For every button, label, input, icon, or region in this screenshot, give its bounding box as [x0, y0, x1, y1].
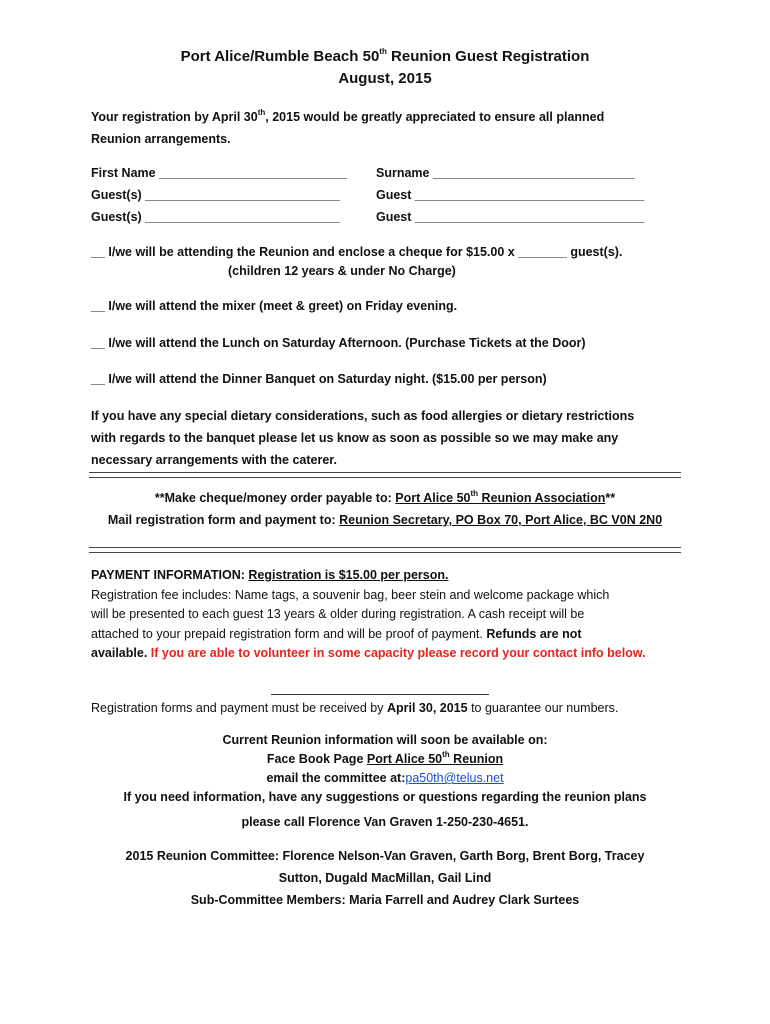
section-divider-top — [89, 472, 681, 478]
email-link[interactable]: pa50th@telus.net — [405, 771, 504, 785]
page-title: Port Alice/Rumble Beach 50th Reunion Guest Registration August, 2015 — [0, 46, 770, 90]
help-contact: please call Florence Van Graven 1-250-230-4651. — [241, 815, 529, 829]
facebook-page-link[interactable]: Port Alice 50th Reunion — [366, 749, 504, 766]
reunion-info: Current Reunion information will soon be available on: Face Book Page Port Alice 50th Reunion email the committee at:pa50th@telus.net If you need information, have any suggestions or questions regarding the reunion plans — [123, 733, 647, 804]
guest-field-2[interactable]: Guest _________________________________ — [376, 210, 645, 224]
volunteer-notice: If you are able to volunteer in some capacity please record your contact info below. — [150, 646, 646, 660]
signature-line — [271, 694, 489, 695]
payable-notice: **Make cheque/money order payable to: Port Alice 50th Reunion Association** Mail registration form and payment to: Reunion Secretary, PO Box 70, Port Alice, BC V0N 2N0 — [107, 488, 663, 527]
surname-field[interactable]: Surname _____________________________ — [376, 166, 635, 180]
deadline-notice: Registration forms and payment must be received by April 30, 2015 to guarantee our numbers. — [91, 701, 619, 715]
payment-information: PAYMENT INFORMATION: Registration is $15.00 per person. Registration fee includes: Name tags, a souvenir bag, beer stein and welcome package which will be presented to each guest 13 years & older during registration. A cash receipt will be attached to your prepaid registration form and will be proof of payment. Refunds are not available. If you are able to volunteer in some capacity please record your contact info below. — [91, 568, 646, 660]
committee-members: 2015 Reunion Committee: Florence Nelson-Van Graven, Garth Borg, Brent Borg, Tracey Sutton, Dugald MacMillan, Gail Lind Sub-Committee Members: Maria Farrell and Audrey Clark Surtees — [125, 849, 645, 907]
guests-field-1[interactable]: Guest(s) ____________________________ — [91, 188, 340, 202]
guests-field-2[interactable]: Guest(s) ____________________________ — [91, 210, 340, 224]
guest-field-1[interactable]: Guest _________________________________ — [376, 188, 645, 202]
mailing-address: Reunion Secretary, PO Box 70, Port Alice, BC V0N 2N0 — [339, 513, 663, 527]
first-name-field[interactable]: First Name ___________________________ — [91, 166, 347, 180]
event-date: August, 2015 — [338, 70, 432, 87]
option-dinner[interactable]: __ I/we will attend the Dinner Banquet on Saturday night. ($15.00 per person) — [91, 372, 547, 386]
option-attend[interactable]: __ I/we will be attending the Reunion and enclose a cheque for $15.00 x _______ guest(s). — [91, 245, 623, 259]
option-mixer[interactable]: __ I/we will attend the mixer (meet & greet) on Friday evening. — [91, 299, 458, 313]
option-attend-note: (children 12 years & under No Charge) — [228, 264, 456, 278]
dietary-notice: If you have any special dietary considerations, such as food allergies or dietary restrictions with regards to the banquet please let us know as soon as possible so we may make any necessary arrangements with the caterer. — [91, 409, 635, 467]
intro-paragraph: Your registration by April 30th, 2015 would be greatly appreciated to ensure all planned Reunion arrangements. — [91, 107, 605, 146]
section-divider-bottom — [89, 547, 681, 553]
option-lunch[interactable]: __ I/we will attend the Lunch on Saturday Afternoon. (Purchase Tickets at the Door) — [91, 336, 586, 350]
